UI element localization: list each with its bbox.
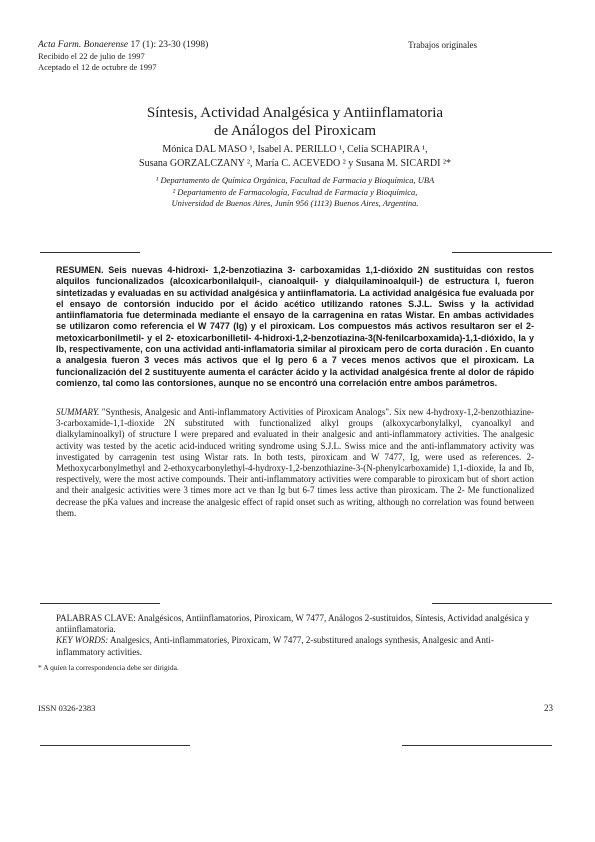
abstract-spanish [56,265,534,389]
journal-header [38,40,208,73]
keywords-en-label: KEY WORDS: [56,635,109,646]
title-line-1: Síntesis, Actividad Analgésica y Antiinflamatoria [146,105,444,121]
keywords-en-text: Analgesics, Anti-inflammatories, Piroxicam, W 7477, 2-substitured analogs synthesis, Analgesic and Anti-inflammatory activities. [56,635,494,657]
paper-title [40,104,550,140]
accepted-date: Aceptado el 12 de octubre de 1997 [38,62,157,72]
page-number: 23 [544,703,553,713]
keywords-spanish [56,613,534,635]
section-label: Trabajos originales [408,40,477,50]
affiliation-line-2: ² Departamento de Farmacología, Facultad de Farmacia y Bioquímica, [172,186,418,197]
journal-citation: 17 (1): 23-30 (1998) [130,40,209,50]
affiliation-line-3: Universidad de Buenos Aires, Junín 956 (1113) Buenos Aires, Argentina. [171,198,419,208]
mid-rule-left [40,603,160,604]
abstract-english [56,407,534,519]
top-rule-right [452,252,552,253]
authors-line-2: Susana GORZALCZANY ², María C. ACEVEDO ² y Susana M. SICARDI ²* [139,158,451,169]
authors-line-1: Mónica DAL MASO ¹, Isabel A. PERILLO ¹, Celia SCHAPIRA ¹, [162,144,428,155]
top-rule-left [40,252,140,253]
author-list [30,143,560,171]
title-line-2: de Análogos del Piroxicam [213,123,377,139]
abstract-text: Seis nuevas 4-hidroxi- 1,2-benzotiazina 3- carboxamidas 1,1-dióxido 2N sustituidas con restos alquilos funcionalizados (alcoxicarbonilalquil-, cianoalquil- y dialquilaminoalquil-) de estructura I, fueron sintetizadas y evaluadas en su actividad analgésica y antiinflamatoria. La actividad analgésica fue evaluada por el ensayo de contorsión inducido por el ácido acético utilizando ratones S.J.L. Swiss y la actividad antiinflamatoria fue determinada mediante el ensayo de la carragenina en ratas Wistar. En ambas actividades se utilizaron como referencia el W 7477 (Ig) y el piroxicam. Los compuestos más activos resultaron ser el 2- metoxicarbonilmetil- y el 2- etoxicarbonilletil- 4-hidroxi-1,2-benzotiazina-3(N-fenilcarboxamida)-1,1-dióxido, Ia y Ib, respectivamente, con una actividad anti-inflamatoria similar al piroxicam pero de corta duración . En cuanto a analgesia fueron 3 veces más activos que el Ig pero 6 a 7 veces menos activos que el piroxicam. La funcionalización del 2 sustituyente aumenta el carácter ácido y la actividad analgésica frente al dolor de rápido comienzo, tal como las contorsiones, aunque no se encontró una correlación entre ambos parámetros. [56,265,534,388]
affiliations [30,175,560,210]
journal-name: Acta Farm. Bonaerense [38,40,129,50]
keywords-block [56,613,534,658]
summary-label: SUMMARY. [56,407,100,417]
mid-rule-right [432,603,552,604]
summary-text: "Synthesis, Analgesic and Anti-inflammatory Activities of Piroxicam Analogs". Six new 4-hydroxy-1,2-benzothiazine-3-carboxamide-1,1-dioxide 2N substituted with functionalized alkyl groups (alkoxycarbonylalkyl, cyanoalkyl and dialkylaminoalkyl) of structure I were prepared and evaluated in their analgesic and anti-inflammatory activities. The analgesic activity was tested by the acetic acid-induced writing syndrome using S.J.L. Swiss mice and the anti-inflammatory activity was investigated by carragenin test using Wistar rats. In both tests, piroxicam and W 7477, Ig, were used as references. 2-Methoxycarbonylmethyl and 2-ethoxycarbonylethyl-4-hydroxy-1,2-benzothiazine-3-(N-phenylcarboxamide) 1,1-dioxide, Ia and Ib, respectively, were the most active compounds. Their anti-inflammatory activities were comparable to piroxicam but of short action and their analgesic activities were 3 times more act ve than Ig but 6-7 times less active than piroxicam. The 2- Me functionalized decrease the pKa values and increase the analgesic effect of rapid onset such as writing, although no correlation was found between them. [56,407,534,518]
affiliation-line-1: ¹ Departamento de Química Orgánica, Facultad de Farmacia y Bioquímica, UBA [155,175,435,185]
bottom-rule-right [402,745,552,746]
keywords-es-label: PALABRAS CLAVE: [56,613,136,623]
received-date: Recibido el 22 de julio de 1997 [38,51,145,61]
issn: ISSN 0326-2383 [38,703,96,713]
footnote: * A quien la correspondencia debe ser dirigida. [38,663,179,672]
keywords-english [56,635,534,657]
bottom-rule-left [40,745,190,746]
keywords-es-text: Analgésicos, Antiinflamatorios, Piroxicam, W 7477, Análogos 2-sustituidos, Síntesis, Actividad analgésica y antiinflamatoria. [56,613,530,635]
abstract-label: RESUMEN. [56,265,104,275]
